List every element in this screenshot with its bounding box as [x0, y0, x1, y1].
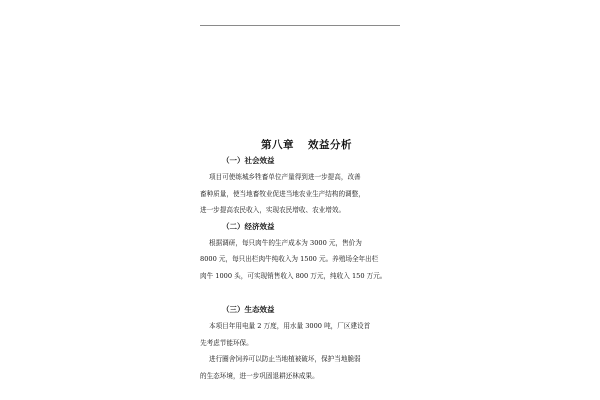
- paragraph-line: 8000 元，每只出栏肉牛纯收入为 1500 元。养殖场全年出栏: [200, 255, 379, 263]
- paragraph-line: 进一步提高农民收入，实现农民增收、农业增效。: [200, 206, 346, 214]
- chapter-name: 效益分析: [308, 139, 352, 151]
- paragraph-line: 肉牛 1000 头，可实现销售收入 800 万元，纯收入 150 万元。: [200, 271, 387, 280]
- header-rule: [200, 25, 400, 26]
- section-heading-economic: （二）经济效益: [222, 221, 275, 231]
- paragraph-ecological-2: [200, 351, 405, 384]
- chapter-title: [200, 138, 405, 152]
- chapter-number: 第八章: [261, 139, 294, 151]
- paragraph-line: 本项目年用电量 2 万度，用水量 3000 吨，厂区建设首: [209, 322, 371, 330]
- paragraph-line: 畜种质量，使当地畜牧业促进当地农业生产结构的调整，: [200, 189, 365, 198]
- paragraph-economic: [200, 235, 405, 285]
- paragraph-ecological-1: [200, 318, 405, 351]
- paragraph-social: [200, 169, 405, 219]
- paragraph-line: 进行圈舍饲养可以防止当地植被破坏，保护当地脆弱: [209, 355, 361, 363]
- section-heading-ecological: （三）生态效益: [222, 305, 275, 314]
- paragraph-line: 先考虑节能环保。: [200, 338, 253, 347]
- page-content: [200, 138, 405, 384]
- paragraph-line: 根据调研，每只肉牛的生产成本为 3000 元，售价为: [209, 238, 362, 247]
- paragraph-line: 项目可使练城乡牲畜单位产量得到进一步提高，改善: [209, 173, 361, 181]
- section-heading-social: （一）社会效益: [222, 156, 275, 165]
- paragraph-line: 的生态环境，进一步巩固退耕还林成果。: [200, 371, 319, 380]
